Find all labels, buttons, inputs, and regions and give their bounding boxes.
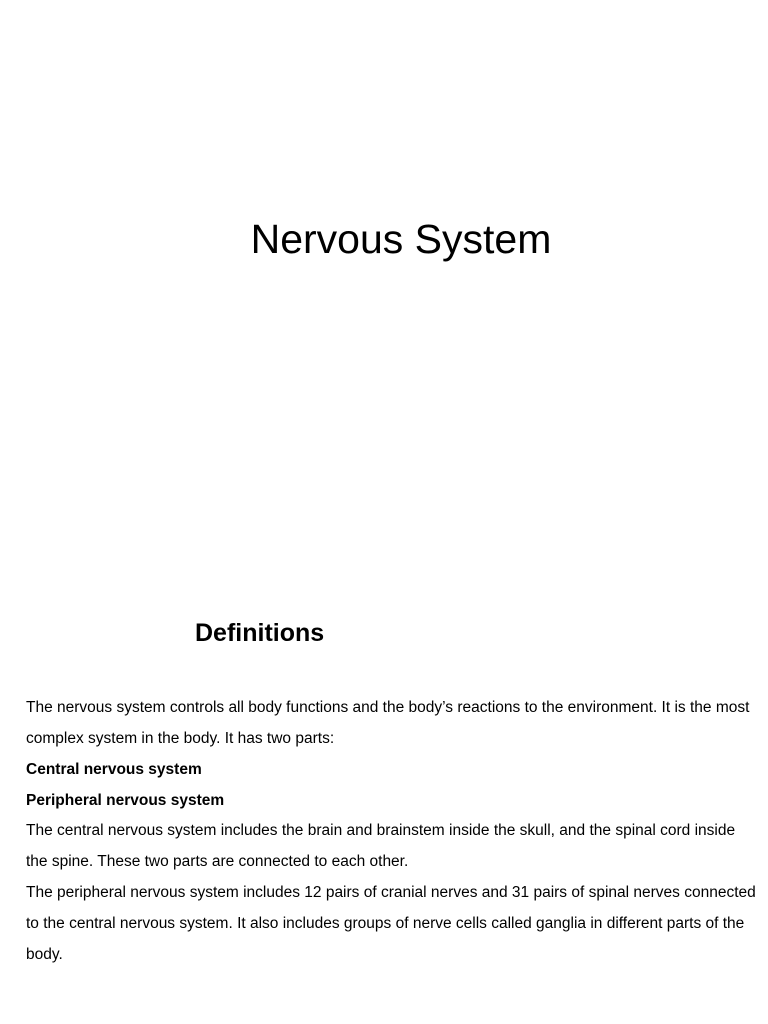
term-peripheral-nervous-system: Peripheral nervous system (26, 792, 225, 809)
peripheral-description-paragraph: The peripheral nervous system includes 12 pairs of cranial nerves and 31 pairs of spinal nerves connected to the central nervous system. It also includes groups of nerve cells called ganglia in different parts of the body. (26, 884, 756, 963)
intro-paragraph: The nervous system controls all body functions and the body’s reactions to the environment. It is the most complex system in the body. It has two parts: (26, 699, 750, 747)
term-central-nervous-system: Central nervous system (26, 761, 202, 778)
central-description-paragraph: The central nervous system includes the brain and brainstem inside the skull, and the spinal cord inside the spine. These two parts are connected to each other. (26, 822, 736, 870)
page-title: Nervous System (250, 216, 552, 262)
section-heading: Definitions (195, 619, 325, 647)
